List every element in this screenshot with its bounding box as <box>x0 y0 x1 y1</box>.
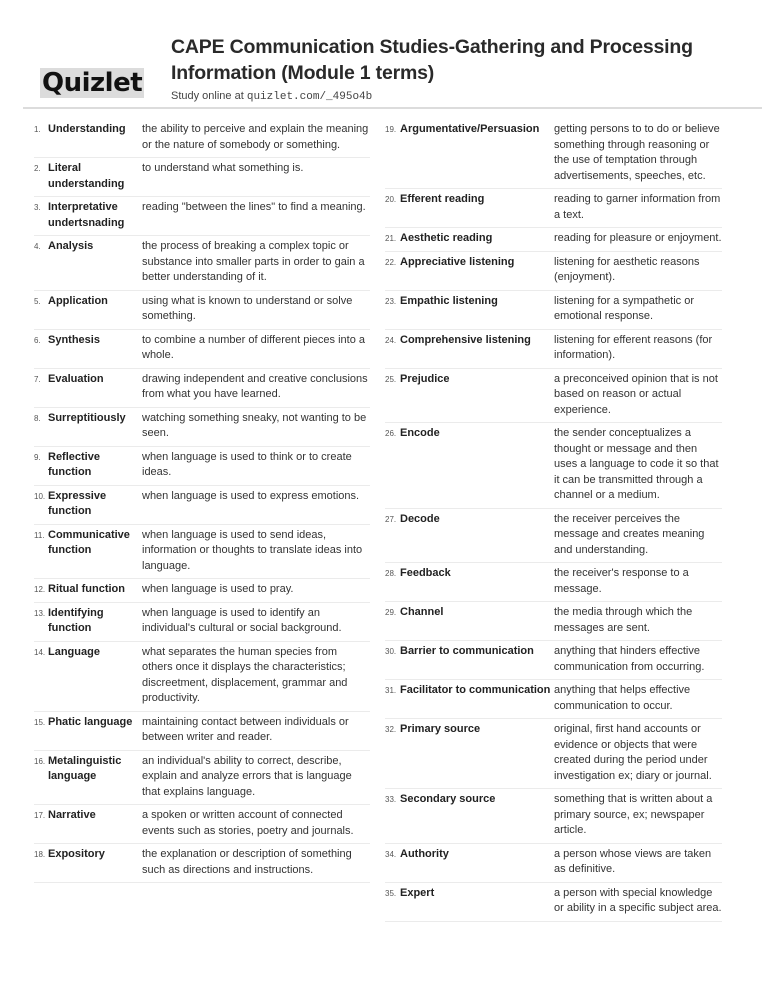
term-name: Primary source <box>400 723 481 735</box>
term-row <box>385 680 722 719</box>
term-row <box>385 119 722 189</box>
term-definition: to combine a number of different pieces into a whole. <box>142 333 365 361</box>
header-divider <box>23 107 762 109</box>
term-number: 16. <box>34 756 46 766</box>
term-number: 11. <box>34 530 45 540</box>
term-number: 8. <box>34 413 41 423</box>
term-number: 31. <box>385 686 397 695</box>
term-row <box>34 579 370 603</box>
term-definition: a spoken or written account of connected events such as stories, poetry and journals. <box>142 809 354 837</box>
term-number: 17. <box>34 811 46 820</box>
term-name: Application <box>48 294 108 307</box>
terms-column-left <box>34 119 370 883</box>
term-name: Interpretative undertsnading <box>48 201 125 229</box>
term-definition: anything that hinders effective communication from occurring. <box>554 645 705 673</box>
term-name: Prejudice <box>400 372 450 385</box>
term-row <box>34 844 370 883</box>
term-name: Understanding <box>48 123 126 135</box>
term-name: Facilitator to communication <box>400 684 551 696</box>
term-definition: original, first hand accounts or evidence or objects that were created during the period under investigation ex; diary or journal. <box>554 723 712 782</box>
term-name: Efferent reading <box>400 193 485 205</box>
term-number: 20. <box>385 195 397 204</box>
term-row <box>34 751 370 806</box>
term-row <box>385 719 722 789</box>
term-number: 3. <box>34 203 41 212</box>
term-definition: to understand what something is. <box>142 162 304 174</box>
term-definition: reading to garner information from a text. <box>554 193 721 221</box>
term-row <box>34 369 370 408</box>
term-row <box>34 158 370 197</box>
term-name: Secondary source <box>400 793 496 805</box>
study-online-line <box>171 90 372 103</box>
term-definition: reading for pleasure or enjoyment. <box>554 232 722 244</box>
term-definition: reading "between the lines" to find a meaning. <box>142 201 366 213</box>
term-number: 18. <box>34 850 46 859</box>
term-number: 29. <box>385 608 397 617</box>
term-row <box>34 119 370 158</box>
term-name: Literal understanding <box>48 162 125 190</box>
term-number: 34. <box>385 849 397 859</box>
term-definition: the explanation or description of something such as directions and instructions. <box>142 848 352 876</box>
term-number: 21. <box>385 234 397 243</box>
term-number: 6. <box>34 335 41 345</box>
term-definition: a person whose views are taken as definitive. <box>554 847 712 875</box>
subtitle-prefix: Study online at <box>171 90 247 102</box>
term-name: Evaluation <box>48 372 104 385</box>
term-definition: listening for efferent reasons (for information). <box>554 333 713 361</box>
term-definition: watching something sneaky, not wanting to be seen. <box>142 411 367 439</box>
term-number: 22. <box>385 257 397 267</box>
term-definition: when language is used to pray. <box>142 583 294 595</box>
term-definition: when language is used to send ideas, information or thoughts to translate ideas into language. <box>142 528 363 572</box>
term-definition: an individual's ability to correct, describe, explain and analyze errors that is language that explains language. <box>142 754 352 798</box>
term-row <box>34 805 370 844</box>
term-number: 4. <box>34 242 41 251</box>
terms-column-right <box>385 119 722 922</box>
term-definition: the receiver's response to a message. <box>554 567 689 595</box>
term-number: 9. <box>34 452 41 462</box>
term-name: Aesthetic reading <box>400 232 493 244</box>
term-row <box>34 603 370 642</box>
term-name: Comprehensive listening <box>400 333 531 346</box>
term-number: 1. <box>34 125 41 134</box>
term-row <box>385 883 722 922</box>
term-definition: the process of breaking a complex topic or substance into smaller parts in order to gain a better understanding of it. <box>142 240 365 283</box>
term-definition: listening for a sympathetic or emotional response. <box>554 294 695 322</box>
term-definition: maintaining contact between individuals or between writer and reader. <box>142 715 349 743</box>
term-name: Expository <box>48 848 105 860</box>
term-row <box>385 789 722 844</box>
term-number: 35. <box>385 888 397 898</box>
term-name: Encode <box>400 427 440 439</box>
term-number: 25. <box>385 374 397 384</box>
term-row <box>34 291 370 330</box>
term-number: 24. <box>385 335 397 345</box>
term-definition: anything that helps effective communication to occur. <box>554 684 691 712</box>
term-row <box>385 228 722 252</box>
term-name: Authority <box>400 847 449 860</box>
term-row <box>34 486 370 525</box>
term-name: Feedback <box>400 567 451 579</box>
term-name: Communicative function <box>48 528 130 556</box>
term-name: Identifying function <box>48 606 104 634</box>
term-name: Decode <box>400 512 440 525</box>
study-url-link[interactable]: quizlet.com/_495o4b <box>246 91 373 103</box>
term-number: 13. <box>34 608 46 618</box>
term-row <box>385 330 722 369</box>
term-row <box>34 408 370 447</box>
term-definition: a preconceived opinion that is not based on reason or actual experience. <box>554 372 718 416</box>
quizlet-logo: Quizlet <box>42 68 143 98</box>
term-row <box>34 197 370 236</box>
term-definition: when language is used to identify an individual's cultural or social background. <box>142 606 342 634</box>
page-title: CAPE Communication Studies-Gathering and Processing Information (Module 1 terms) <box>171 36 693 84</box>
term-name: Reflective function <box>48 450 100 478</box>
term-number: 12. <box>34 585 46 594</box>
term-name: Appreciative listening <box>400 255 515 268</box>
term-number: 7. <box>34 374 41 384</box>
term-row <box>385 563 722 602</box>
term-number: 33. <box>385 795 397 804</box>
term-name: Metalinguistic language <box>48 754 122 782</box>
term-number: 32. <box>385 725 397 734</box>
term-name: Narrative <box>48 809 96 821</box>
term-number: 15. <box>34 717 46 727</box>
term-definition: the ability to perceive and explain the meaning or the nature of somebody or something. <box>142 123 369 151</box>
term-row <box>385 423 722 509</box>
term-name: Expressive function <box>48 489 107 517</box>
term-row <box>34 525 370 580</box>
term-number: 19. <box>385 125 397 134</box>
term-name: Channel <box>400 606 444 618</box>
term-row <box>385 291 722 330</box>
term-definition: the media through which the messages are sent. <box>554 606 693 634</box>
term-row <box>34 712 370 751</box>
term-number: 27. <box>385 514 397 524</box>
term-number: 14. <box>34 647 46 657</box>
term-definition: when language is used to think or to create ideas. <box>142 450 352 478</box>
term-name: Argumentative/Persuasion <box>400 123 540 135</box>
term-row <box>34 447 370 486</box>
term-definition: drawing independent and creative conclusions from what you have learned. <box>142 372 368 400</box>
term-name: Empathic listening <box>400 294 498 307</box>
term-row <box>385 844 722 883</box>
term-number: 30. <box>385 647 397 656</box>
term-definition: what separates the human species from others once it displays the characteristics; discreetment, displacement, grammar and productivity. <box>142 645 348 704</box>
term-number: 5. <box>34 296 41 306</box>
term-number: 23. <box>385 296 397 306</box>
term-definition: something that is written about a primary source, ex; newspaper article. <box>554 793 713 836</box>
term-row <box>34 330 370 369</box>
term-name: Surreptitiously <box>48 411 126 424</box>
page-header <box>34 32 762 108</box>
term-row <box>385 369 722 424</box>
term-definition: the receiver perceives the message and creates meaning and understanding. <box>554 512 705 556</box>
term-row <box>385 602 722 641</box>
term-name: Synthesis <box>48 333 100 346</box>
term-number: 10. <box>34 491 46 501</box>
term-row <box>34 642 370 712</box>
term-row <box>385 252 722 291</box>
term-definition: getting persons to to do or believe something through reasoning or the use of temptation through advertisements, speeches, etc. <box>554 123 720 182</box>
term-number: 28. <box>385 569 397 578</box>
term-row <box>385 189 722 228</box>
term-name: Phatic language <box>48 715 133 728</box>
term-name: Ritual function <box>48 583 125 595</box>
term-definition: listening for aesthetic reasons (enjoyment). <box>554 255 700 283</box>
term-definition: the sender conceptualizes a thought or message and then uses a language to code it so that it can be transmitted through a channel or a medium. <box>554 427 719 501</box>
term-definition: when language is used to express emotions. <box>142 489 360 502</box>
term-definition: using what is known to understand or solve something. <box>142 294 353 322</box>
term-row <box>385 641 722 680</box>
term-number: 26. <box>385 429 397 438</box>
term-row <box>34 236 370 291</box>
term-name: Language <box>48 645 100 658</box>
term-name: Analysis <box>48 240 94 252</box>
term-name: Expert <box>400 886 435 899</box>
term-row <box>385 509 722 564</box>
term-name: Barrier to communication <box>400 645 534 657</box>
term-definition: a person with special knowledge or ability in a specific subject area. <box>554 886 722 914</box>
term-number: 2. <box>34 164 41 173</box>
